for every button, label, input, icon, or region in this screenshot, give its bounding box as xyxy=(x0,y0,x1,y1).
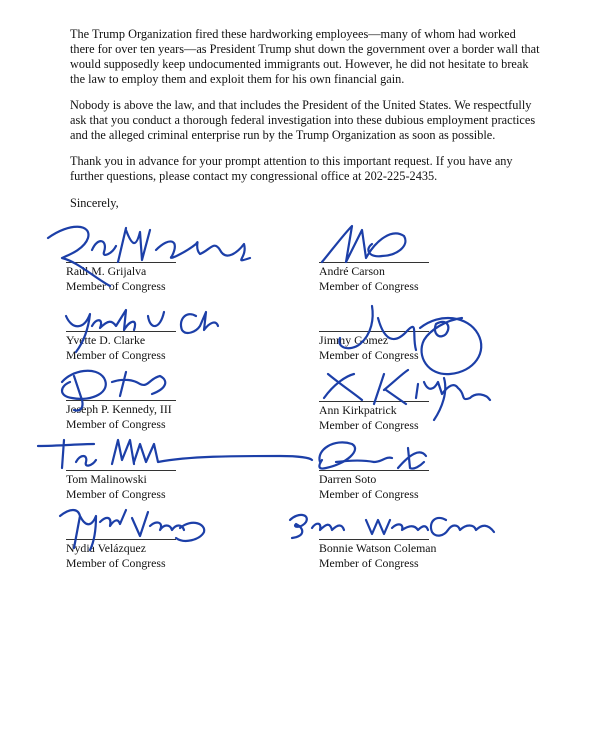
signature-malinowski xyxy=(38,440,312,468)
signatory-name: Yvette D. Clarke xyxy=(66,333,146,347)
signature-block-kirkpatrick xyxy=(319,401,559,443)
signatory-name: Darren Soto xyxy=(319,472,377,486)
signature-watson-coleman xyxy=(290,515,494,538)
signature-block-gomez xyxy=(319,331,559,373)
signatory-title: Member of Congress xyxy=(66,348,166,362)
signatory-name: Ann Kirkpatrick xyxy=(319,403,397,417)
signatory-name: Joseph P. Kennedy, III xyxy=(66,402,172,416)
signature-line xyxy=(66,400,176,401)
signature-block-grijalva xyxy=(66,262,306,304)
signature-line xyxy=(319,539,429,540)
signature-block-velazquez xyxy=(66,539,306,581)
closing: Sincerely, xyxy=(70,196,119,210)
signature-block-soto xyxy=(319,470,559,512)
signature-carson xyxy=(322,226,405,262)
signature-line xyxy=(66,331,176,332)
signature-line xyxy=(66,470,176,471)
signatory-title: Member of Congress xyxy=(319,556,419,570)
signature-block-watson-coleman xyxy=(319,539,559,581)
signature-block-kennedy xyxy=(66,400,306,442)
signature-block-clarke xyxy=(66,331,306,373)
paragraph-3: Thank you in advance for your prompt attention to this important request. If you have any further questions, please contact my congressional office at 202-225-2435. xyxy=(70,154,513,183)
signatory-title: Member of Congress xyxy=(66,417,166,431)
signatory-title: Member of Congress xyxy=(319,487,419,501)
signatory-name: André Carson xyxy=(319,264,385,278)
signature-line xyxy=(319,262,429,263)
signatory-name: Tom Malinowski xyxy=(66,472,147,486)
signatory-title: Member of Congress xyxy=(319,348,419,362)
signatory-name: Raúl M. Grijalva xyxy=(66,264,147,278)
signature-line xyxy=(319,470,429,471)
signatory-title: Member of Congress xyxy=(66,487,166,501)
signatory-title: Member of Congress xyxy=(319,279,419,293)
signature-line xyxy=(319,331,429,332)
signatory-title: Member of Congress xyxy=(319,418,419,432)
signature-block-carson xyxy=(319,262,559,304)
signature-block-malinowski xyxy=(66,470,306,512)
signatory-title: Member of Congress xyxy=(66,279,166,293)
signatory-name: Nydia Velázquez xyxy=(66,541,147,555)
signature-line xyxy=(319,401,429,402)
signatory-name: Bonnie Watson Coleman xyxy=(319,541,437,555)
signature-line xyxy=(66,262,176,263)
signature-line xyxy=(66,539,176,540)
signatory-name: Jimmy Gomez xyxy=(319,333,389,347)
paragraph-1: The Trump Organization fired these hardworking employees—many of whom had worked there for over ten years—as President Trump shut down the government over a border wall that would supposedly keep undocumented immigrants out. However, he did not hesitate to break the law to employ them and exploit them for his own financial gain. xyxy=(70,27,540,86)
signature-soto xyxy=(319,442,426,468)
paragraph-2: Nobody is above the law, and that includes the President of the United States. We respectfully ask that you conduct a thorough federal investigation into these dubious employment practices and the alleged criminal enterprise run by the Trump Organization as soon as possible. xyxy=(70,98,536,142)
signatory-title: Member of Congress xyxy=(66,556,166,570)
